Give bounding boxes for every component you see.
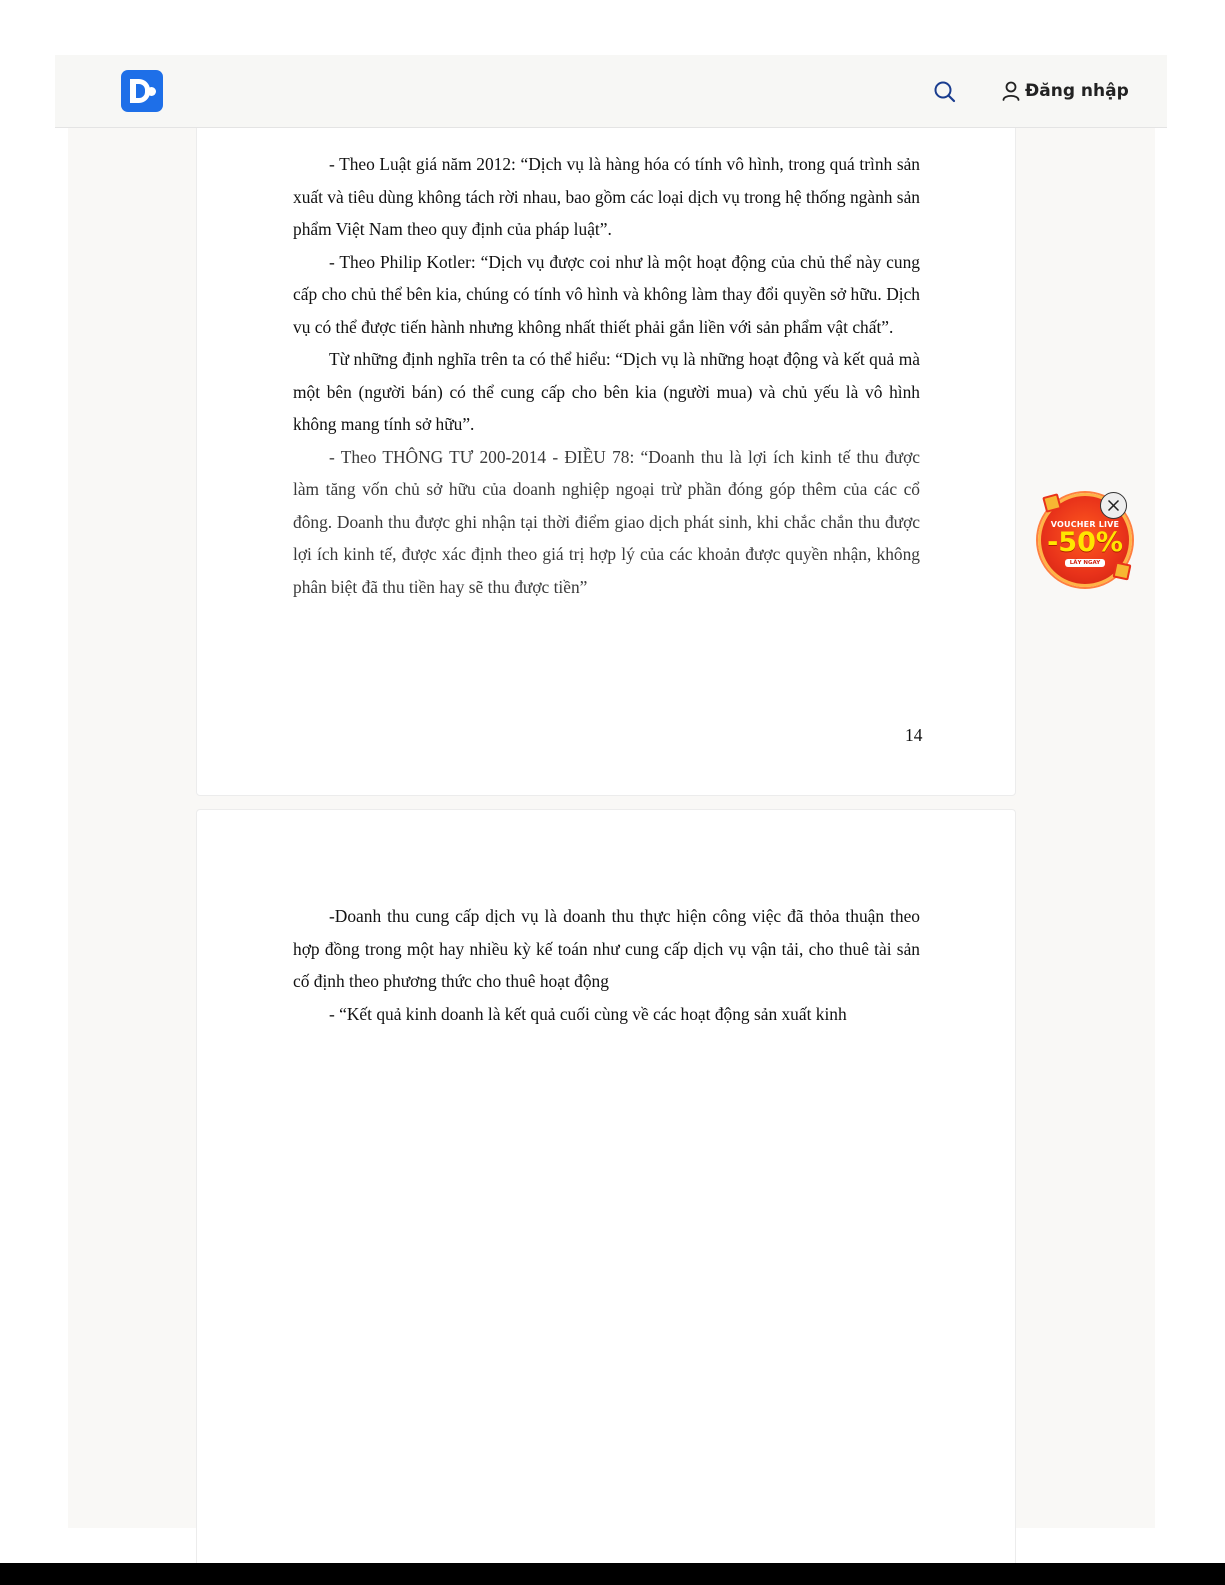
paragraph: - Theo Philip Kotler: “Dịch vụ được coi như là một hoạt động của chủ thể này cung cấp cho chủ thể bên kia, chúng có tính vô hình và không làm thay đổi quyền sở hữu. Dịch vụ có thể được tiến hành nhưng không nhất thiết phải gắn liền với sản phẩm vật chất”.	[293, 251, 920, 337]
login-button[interactable]	[1001, 77, 1129, 105]
page-body	[293, 900, 920, 1030]
top-navigation-bar	[55, 55, 1167, 128]
page-body	[293, 148, 920, 603]
page-number: 14	[905, 725, 923, 745]
document-page	[196, 90, 1016, 796]
gift-icon	[1113, 562, 1132, 581]
document-page	[196, 809, 1016, 1569]
voucher-cta: LẤY NGAY	[1065, 559, 1106, 567]
voucher-discount: -50%	[1047, 526, 1123, 558]
search-button[interactable]	[932, 79, 958, 105]
close-icon	[1107, 499, 1120, 512]
paragraph: Từ những định nghĩa trên ta có thể hiểu: “Dịch vụ là những hoạt động và kết quả mà một bên (người bán) có thể cung cấp cho bên kia (người mua) và chủ yếu là vô hình không mang tính sở hữu”.	[293, 349, 920, 434]
bottom-edge-bar	[0, 1563, 1225, 1585]
paragraph: - Theo THÔNG TƯ 200-2014 - ĐIỀU 78: “Doanh thu là lợi ích kinh tế thu được làm tăng vốn chủ sở hữu của doanh nghiệp ngoại trừ phần đóng góp thêm của các cổ đông. Doanh thu được ghi nhận tại thời điểm giao dịch phát sinh, khi chắc chắn thu được lợi ích kinh tế, được xác định theo giá trị hợp lý của các khoản được quyền nhận, không phân biệt đã thu tiền hay sẽ thu được tiền”	[293, 446, 920, 597]
paragraph: -Doanh thu cung cấp dịch vụ là doanh thu thực hiện công việc đã thỏa thuận theo hợp đồng trong một hay nhiều kỳ kế toán như cung cấp dịch vụ vận tải, cho thuê tài sản cố định theo phương thức cho thuê hoạt động	[293, 906, 920, 991]
paragraph: - Theo Luật giá năm 2012: “Dịch vụ là hàng hóa có tính vô hình, trong quá trình sản xuất và tiêu dùng không tách rời nhau, bao gồm các loại dịch vụ trong hệ thống ngành sản phẩm Việt Nam theo quy định của pháp luật”.	[293, 154, 920, 239]
logo-dot	[147, 87, 156, 96]
paragraph: - “Kết quả kinh doanh là kết quả cuối cùng về các hoạt động sản xuất kinh	[329, 1003, 847, 1024]
user-icon	[1001, 80, 1021, 102]
search-icon	[932, 79, 958, 105]
voucher-close-button[interactable]	[1100, 492, 1127, 519]
login-label: Đăng nhập	[1025, 81, 1129, 101]
site-logo[interactable]	[121, 70, 163, 112]
voucher-label: VOUCHER LIVE	[1050, 519, 1120, 529]
